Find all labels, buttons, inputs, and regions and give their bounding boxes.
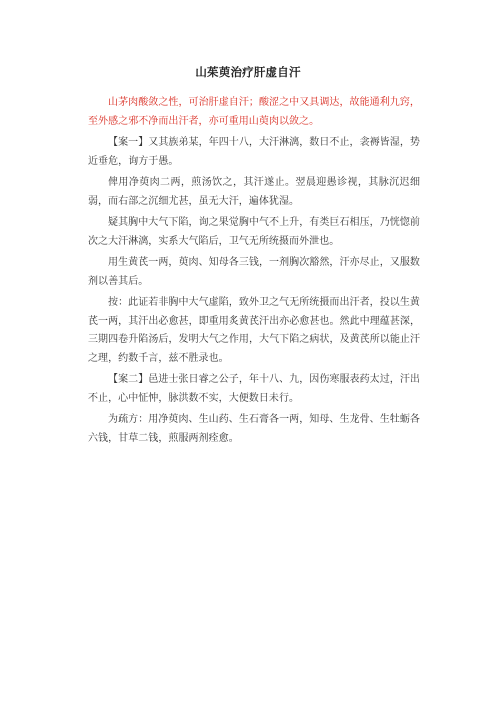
formula-paragraph: 为疏方：用净萸肉、生山药、生石膏各一两，知母、生龙骨、生牡蛎各六钱，甘草二钱，煎服两剂痊愈。 — [88, 414, 420, 444]
case-two-paragraph: 【案二】邑进士张日睿之公子，年十八、九，因伤寒服表药太过，汗出不止，心中怔忡，脉洪数不实，大便数日未行。 — [88, 374, 420, 404]
prescription-paragraph: 用生黄芪一两，萸肉、知母各三钱，一剂胸次豁然，汗亦尽止，又服数剂以善其后。 — [88, 257, 420, 287]
commentary-paragraph: 按：此证若非胸中大气虚陷，致外卫之气无所统摄而出汗者，投以生黄芪一两，其汗出必愈甚，即重用炙黄芪汗出亦必愈甚也。然此中理蕴甚深，三期四卷升陷汤后，发明大气之作用，大气下陷之病状，及黄芪所以能止汗之理，约数千言，兹不胜录也。 — [88, 297, 420, 364]
intro-paragraph: 山茅肉酸敛之性，可治肝虚自汗；酸涩之中又具调达，故能通利九窍，至外感之邪不净而出汗者，亦可重用山萸肉以敛之。 — [88, 97, 420, 127]
treatment-paragraph: 俾用净萸肉二两，煎汤饮之，其汗遂止。翌晨迎愚诊视，其脉沉迟细弱，而右部之沉细尤甚，虽无大汗，遍体犹湿。 — [88, 177, 420, 207]
document-title: 山茱萸治疗肝虚自汗 — [195, 65, 301, 79]
case-one-paragraph: 【案一】又其族弟某，年四十八，大汗淋漓，数日不止，衾褥皆湿，势近垂危，询方于愚。 — [88, 137, 420, 167]
document-body — [88, 94, 420, 451]
diagnosis-paragraph: 疑其胸中大气下陷，询之果觉胸中气不上升，有类巨石相压，乃恍惚前次之大汗淋漓，实系大气陷后，卫气无所统摄而外泄也。 — [88, 217, 420, 247]
